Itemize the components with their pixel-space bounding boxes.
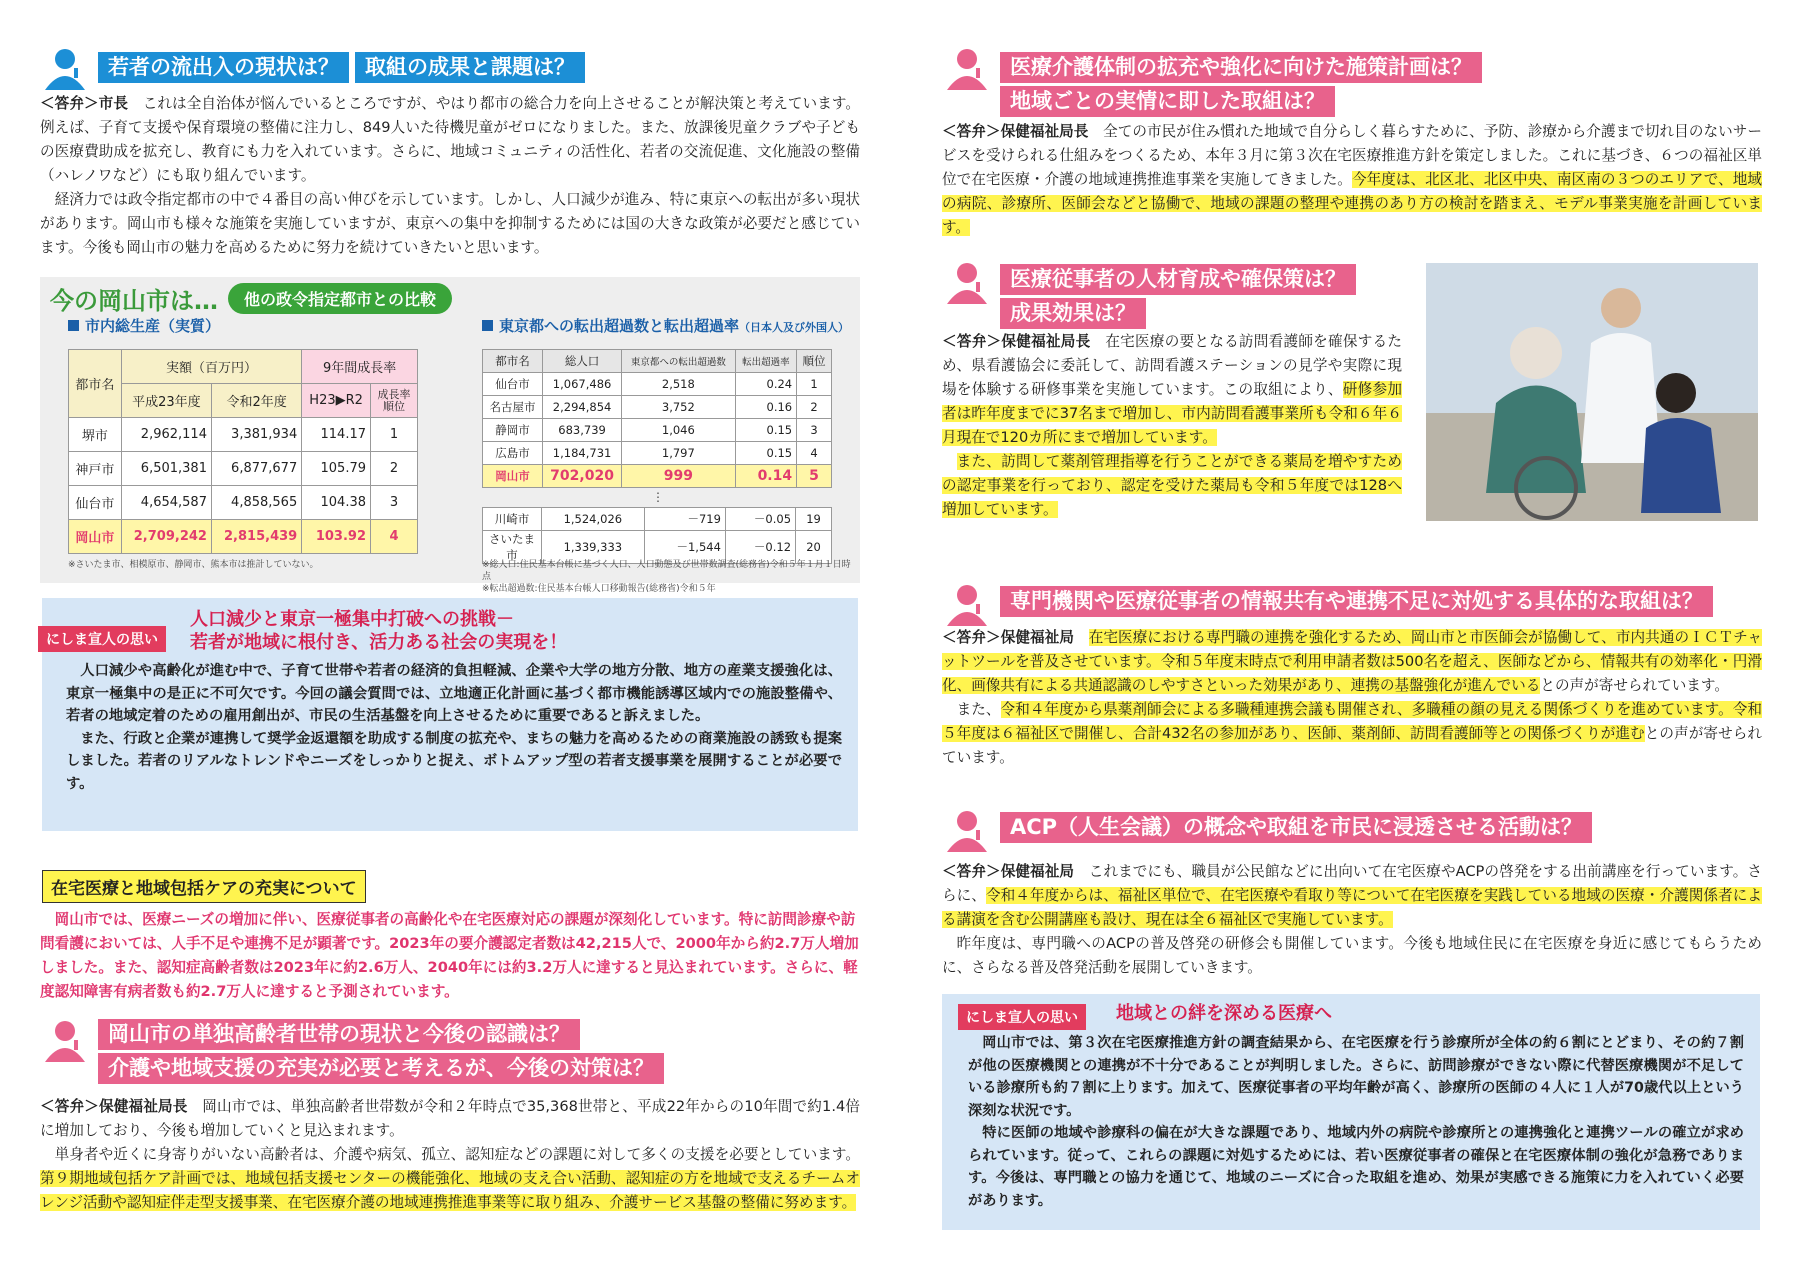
nurse-care-photo xyxy=(1426,263,1758,521)
opinion-headline: 地域との絆を深める医療へ xyxy=(1116,1003,1332,1024)
migration-table-bottom xyxy=(482,507,832,564)
table-header: 都市名 xyxy=(483,350,543,373)
table-row: 広島市 1,184,731 1,797 0.15 4 xyxy=(483,442,832,465)
answer-acp: ＜答弁＞保健福祉局 これまでにも、職員が公民館などに出向いて在宅医療やACPの啓発をする出前講座を行っています。さらに、令和４年度からは、福祉区単位で、在宅医療や看取り等について在宅医療を実践している地域の医療・介護関係者による講演を含む公開講座も設け、現在は全６福祉区で実施しています。 昨年度は、専門職へのACPの普及啓発の研修会も開催しています。今後も地域住民に在宅医療を身近に感じてもらうために、さらなる普及啓発活動を展開していきます。 xyxy=(942,863,1762,976)
opinion-text: 人口減少や高齢化が進む中で、子育て世帯や若者の経済的負担軽減、企業や大学の地方分散、地方の産業支援強化は、東京一極集中の是正に不可欠です。今回の議会質問では、立地適正化計画に基づく都市機能誘導区域内での施設整備や、若者の地域定着のための雇用創出が、市民の生活基盤を向上させるために重要であると訴えました。 また、行政と企業が連携して奨学金返還額を助成する制度の拡充や、まちの魅力を高めるための商業施設の誘致も提案しました。若者のリアルなトレンドやニーズをしっかりと捉え、ボトムアップ型の若者支援事業を展開することが必要です。 xyxy=(66,663,842,792)
question-single-elderly xyxy=(40,1016,860,1087)
question-tag: 地域ごとの実情に即した取組は？ xyxy=(1000,86,1335,117)
question-info-sharing xyxy=(942,580,1762,626)
table-header: 東京都への転出超過数 xyxy=(622,350,735,373)
question-workforce xyxy=(942,258,1422,332)
table1-note: ※さいたま市、相模原市、静岡市、熊本市は推計していない。 xyxy=(68,560,319,570)
question-tag: 介護や地域支援の充実が必要と考えるが、今後の対策は？ xyxy=(98,1053,664,1084)
answer-text: これは全自治体が悩んでいるところですが、やはり都市の総合力を向上させることが解決策と考えています。例えば、子育て支援や保育環境の整備に注力し、849人いた待機児童がゼロになりました。また、放課後児童クラブや子どもの医療費助成を拡充し、教育にも力を入れています。さらに、地域コミュニティの活性化、若者の交流促進、文化施設の整備（ハレノワなど）にも取り組んでいます。 xyxy=(40,95,860,184)
gdp-table xyxy=(68,349,418,554)
question-tag: ACP（人生会議）の概念や取組を市民に浸透させる活動は？ xyxy=(1000,812,1592,843)
comparison-title: 今の岡山市は… xyxy=(50,287,218,315)
table-row: 仙台市 4,654,587 4,858,565 104.38 3 xyxy=(69,486,418,520)
section-intro-text: 岡山市では、医療ニーズの増加に伴い、医療従事者の高齢化や在宅医療対応の課題が深刻化しています。特に訪問診療や訪問看護においては、人手不足や連携不足が顕著です。2023年の要介護認定者数は42,215人で、2000年から約2.7万人増加しました。また、認知症高齢者数は2023年に約2.6万人、2040年には約3.2万人に達すると見込まれています。さらに、軽度認知障害有病者数も約2.7万人に達すると予測されています。 xyxy=(40,911,859,1000)
opinion-tag: にしま宣人の思い xyxy=(958,1004,1086,1030)
opinion-headline: 人口減少と東京一極集中打破への挑戦－ 若者が地域に根付き、活力ある社会の実現を！ xyxy=(190,609,568,653)
comparison-tag: 他の政令指定都市との比較 xyxy=(228,283,452,314)
table-header: 都市名 xyxy=(69,350,122,418)
opinion-box-1 xyxy=(42,598,858,831)
speaker-avatar-icon xyxy=(942,806,992,852)
table-header: H23▶R2 xyxy=(302,384,371,418)
question-tag: 若者の流出入の現状は？ xyxy=(98,52,349,83)
speaker-avatar-icon xyxy=(942,258,992,304)
question-tag: 医療介護体制の拡充や強化に向けた施策計画は？ xyxy=(1000,52,1482,83)
speaker-avatar-icon xyxy=(942,580,992,626)
table-row: さいたま市 1,339,333 －1,544 －0.12 20 xyxy=(483,531,832,564)
question-acp xyxy=(942,806,1762,852)
table-row: 堺市 2,962,114 3,381,934 114.17 1 xyxy=(69,418,418,452)
table-header: 順位 xyxy=(797,350,832,373)
answer-care-system: ＜答弁＞保健福祉局長 全ての市民が住み慣れた地域で自分らしく暮らすために、予防、診療から介護まで切れ目のないサービスを受けられる仕組みをつくるため、本年３月に第３次在宅医療推進方針を策定しました。これに基づき、６つの福祉区単位で在宅医療・介護の地域連携推進事業を実施してきました。今年度は、北区北、北区中央、南区南の３つのエリアで、地域の病院、診療所、医師会などと協働で、地域の課題の整理や連携のあり方の検討を踏まえ、モデル事業実施を計画しています。 xyxy=(942,123,1762,236)
question-tag: 医療従事者の人材育成や確保策は？ xyxy=(1000,264,1356,295)
table-header: 成長率順位 xyxy=(371,384,418,418)
question-tag: 成果効果は？ xyxy=(1000,298,1146,329)
speaker-avatar-icon xyxy=(942,44,992,90)
table-row-okayama: 岡山市 2,709,242 2,815,439 103.92 4 xyxy=(69,520,418,554)
table1-title: 市内総生産（実質） xyxy=(68,315,220,336)
opinion-box-2 xyxy=(942,994,1760,1230)
migration-table xyxy=(482,349,832,488)
caregivers-illustration-icon xyxy=(1426,263,1758,521)
answer-elderly: ＜答弁＞保健福祉局長 岡山市では、単独高齢者世帯数が令和２年時点で35,368世帯と、平成22年からの10年間で約1.4倍に増加しており、今後も増加していくと見込まれます。 単身者や近くに身寄りがいない高齢者は、介護や病気、孤立、認知症などの課題に対して多くの支援を必要としています。第９期地域包括ケア計画では、地域包括支援センターの機能強化、地域の支え合い活動、認知症の方を地域で支えるチームオレンジ活動や認知症伴走型支援事業、在宅医療介護の地域連携推進事業等に取り組み、介護サービス基盤の整備に努めます。 xyxy=(40,1098,860,1211)
answer-speaker: ＜答弁＞市長 xyxy=(40,95,129,112)
table-header: 転出超過率 xyxy=(735,350,797,373)
table-header: 令和2年度 xyxy=(211,384,301,418)
table2-title: 東京都への転出超過数と転出超過率（日本人及び外国人） xyxy=(482,315,849,336)
table-row: 神戸市 6,501,381 6,877,677 105.79 2 xyxy=(69,452,418,486)
table-header: 9年間成長率 xyxy=(302,350,418,384)
table-row: 名古屋市 2,294,854 3,752 0.16 2 xyxy=(483,396,832,419)
answer-mayor xyxy=(40,92,860,260)
question-tag: 専門機関や医療従事者の情報共有や連携不足に対処する具体的な取組は？ xyxy=(1000,586,1713,617)
question-tag: 取組の成果と課題は？ xyxy=(355,52,585,83)
table-row: 仙台市 1,067,486 2,518 0.24 1 xyxy=(483,373,832,396)
table-header: 平成23年度 xyxy=(121,384,211,418)
speaker-avatar-icon xyxy=(40,1016,90,1062)
question-tag: 岡山市の単独高齢者世帯の現状と今後の認識は？ xyxy=(98,1019,580,1050)
table-row: 川崎市 1,524,026 －719 －0.05 19 xyxy=(483,508,832,531)
opinion-tag: にしま宣人の思い xyxy=(38,626,166,652)
opinion-text: 岡山市では、第３次在宅医療推進方針の調査結果から、在宅医療を行う診療所が全体の約６割にとどまり、その約７割が他の医療機関との連携が不十分であることが判明しました。さらに、訪問診療ができない際に代替医療機関が不足している診療所も約７割に上ります。加えて、医療従事者の平均年齢が高く、診療所の医師の４人に１人が70歳代以上という深刻な状況です。 特に医師の地域や診療科の偏在が大きな課題であり、地域内外の病院や診療所との連携強化と連携ツールの確立が求められています。従って、これらの課題に対処するためには、若い医療従事者の確保と在宅医療体制の強化が急務であります。今後は、専門職との協力を通じて、地域のニーズに合った取組を進め、効果が実感できる施策に力を入れていく必要があります。 xyxy=(968,1035,1744,1209)
comparison-box xyxy=(40,277,860,594)
table-header: 実額（百万円） xyxy=(121,350,302,384)
answer-info-sharing: ＜答弁＞保健福祉局 在宅医療における専門職の連携を強化するため、岡山市と市医師会が協働して、市内共通のＩＣＴチャットツールを普及させています。令和５年度末時点で利用申請者数は500名を超え、医師などから、情報共有の効率化・円滑化、画像共有による共通認識のしやすさといった効果があり、連携の基盤強化が進んでいるとの声が寄せられています。 また、令和４年度から県薬剤師会による多職種連携会議も開催され、多職種の顔の見える関係づくりを進めています。令和５年度は６福祉区で開催し、合計432名の参加があり、医師、薬剤師、訪問看護師等との関係づくりが進むとの声が寄せられています。 xyxy=(942,629,1762,766)
question-youth-migration xyxy=(40,44,860,90)
table-row: 静岡市 683,739 1,046 0.15 3 xyxy=(483,419,832,442)
table2-note: ※総人口:住民基本台帳に基づく人口、人口動態及び世帯数調査(総務省)令和５年１月１日時点 ※転出超過数:住民基本台帳人口移動報告(総務省)令和５年 xyxy=(482,560,851,594)
table-header: 総人口 xyxy=(542,350,621,373)
section-heading: 在宅医療と地域包括ケアの充実について xyxy=(42,870,366,903)
answer-workforce: ＜答弁＞保健福祉局長 在宅医療の要となる訪問看護師を確保するため、県看護協会に委託して、訪問看護ステーションの見学や実際に現場を体験する研修事業を実施しています。この取組により、研修参加者は昨年度までに37名まで増加し、市内訪問看護事業所も令和６年６月現在で120カ所にまで増加しています。 また、訪問して薬剤管理指導を行うことができる薬局を増やすための認定事業を行っており、認定を受けた薬局も令和５年度では128へ増加しています。 xyxy=(942,333,1402,518)
speaker-avatar-icon xyxy=(40,44,90,90)
answer-text: 経済力では政令指定都市の中で４番目の高い伸びを示しています。しかし、人口減少が進み、特に東京への転出が多い現状があります。岡山市も様々な施策を実施していますが、東京への集中を抑制するためには国の大きな政策が必要だと感じています。今後も岡山市の魅力を高めるために努力を続けていきたいと思います。 xyxy=(40,191,860,256)
table-row-okayama: 岡山市 702,020 999 0.14 5 xyxy=(483,465,832,488)
ellipsis-icon: ⋮ xyxy=(652,490,664,504)
question-care-system xyxy=(942,44,1762,120)
